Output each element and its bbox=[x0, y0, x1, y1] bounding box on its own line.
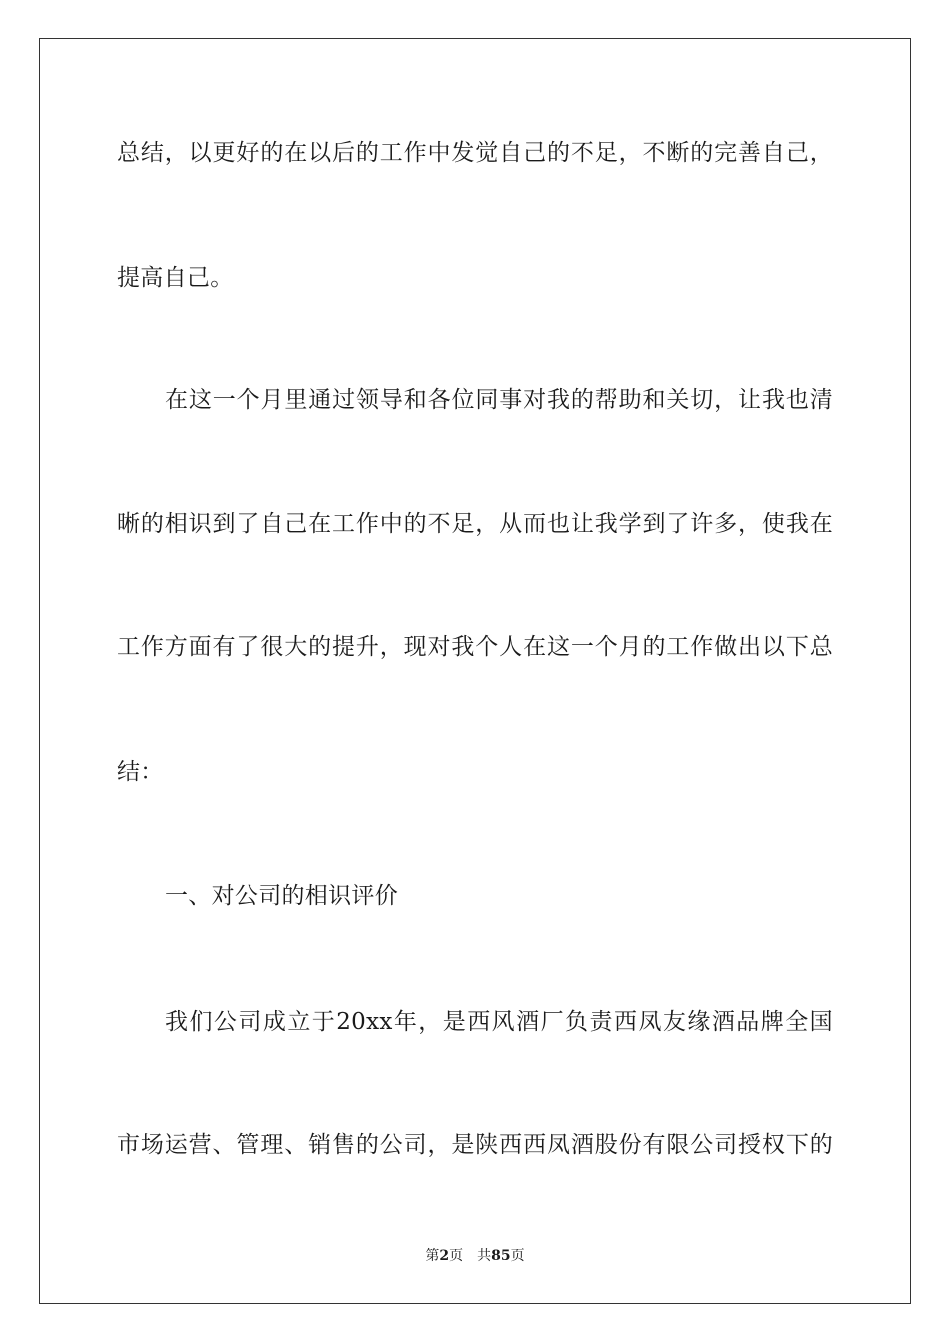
page-prefix: 第 bbox=[425, 1248, 440, 1264]
paragraph-line-6: 结： bbox=[117, 759, 164, 785]
paragraph-line-2: 提高自己。 bbox=[117, 265, 234, 291]
paragraph-line-7: 我们公司成立于20xx年，是西风酒厂负责西凤友缘酒品牌全国 bbox=[165, 1009, 833, 1035]
page-border bbox=[39, 38, 911, 1304]
paragraph-line-4: 晰的相识到了自己在工作中的不足，从而也让我学到了许多，使我在 bbox=[117, 511, 833, 537]
paragraph-line-5: 工作方面有了很大的提升，现对我个人在这一个月的工作做出以下总 bbox=[117, 634, 833, 660]
total-suffix: 页 bbox=[510, 1248, 525, 1264]
page-footer bbox=[0, 1247, 950, 1265]
total-prefix: 共 bbox=[477, 1248, 492, 1264]
page-number: 2 bbox=[439, 1248, 450, 1264]
total-pages: 85 bbox=[491, 1248, 511, 1264]
paragraph-line-8: 市场运营、管理、销售的公司，是陕西西凤酒股份有限公司授权下的 bbox=[117, 1132, 833, 1158]
paragraph-line-1: 总结，以更好的在以后的工作中发觉自己的不足，不断的完善自己， bbox=[117, 140, 833, 166]
page-suffix: 页 bbox=[449, 1248, 464, 1264]
section-heading: 一、对公司的相识评价 bbox=[165, 883, 398, 909]
paragraph-line-3: 在这一个月里通过领导和各位同事对我的帮助和关切，让我也清 bbox=[165, 387, 833, 413]
